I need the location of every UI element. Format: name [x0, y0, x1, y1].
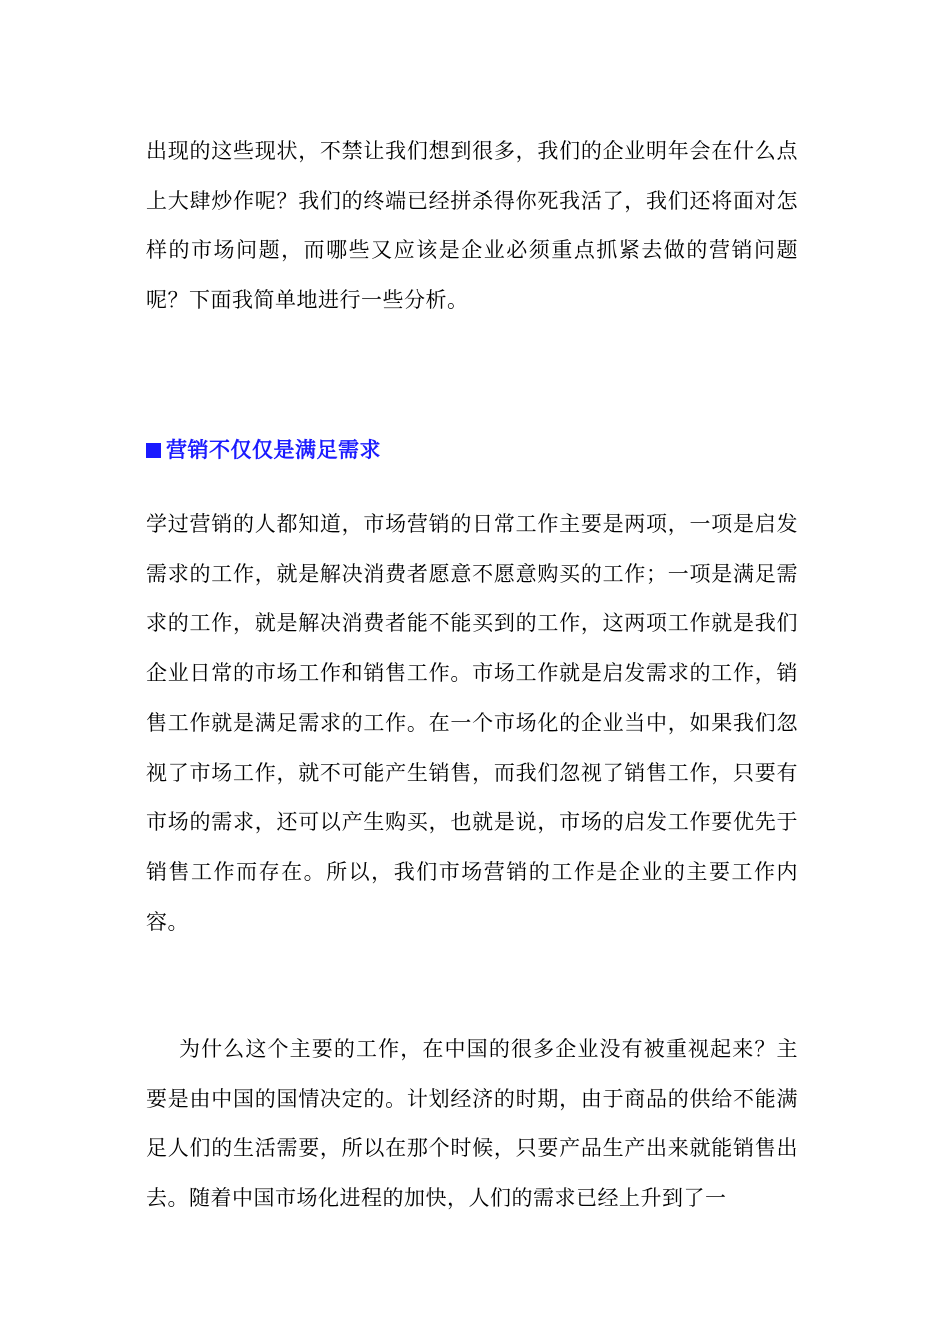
- body-paragraph-1: 学过营销的人都知道，市场营销的日常工作主要是两项，一项是启发需求的工作，就是解决消费者愿意不愿意购买的工作；一项是满足需求的工作，就是解决消费者能不能买到的工作，这两项工作就是我们企业日常的市场工作和销售工作。市场工作就是启发需求的工作，销售工作就是满足需求的工作。在一个市场化的企业当中，如果我们忽视了市场工作，就不可能产生销售，而我们忽视了销售工作，只要有市场的需求，还可以产生购买，也就是说，市场的启发工作要优先于销售工作而存在。所以，我们市场营销的工作是企业的主要工作内容。: [146, 512, 798, 934]
- section-heading-text: 营销不仅仅是满足需求: [166, 437, 381, 462]
- section-heading: [146, 432, 381, 468]
- body-paragraph-2: 为什么这个主要的工作，在中国的很多企业没有被重视起来？主要是由中国的国情决定的。计划经济的时期，由于商品的供给不能满足人们的生活需要，所以在那个时候，只要产品生产出来就能销售出去。随着中国市场化进程的加快，人们的需求已经上升到了一: [146, 1037, 798, 1211]
- filled-square-icon: [146, 443, 161, 458]
- intro-paragraph: 出现的这些现状，不禁让我们想到很多，我们的企业明年会在什么点上大肆炒作呢？我们的终端已经拼杀得你死我活了，我们还将面对怎样的市场问题，而哪些又应该是企业必须重点抓紧去做的营销问题呢？下面我简单地进行一些分析。: [146, 139, 798, 313]
